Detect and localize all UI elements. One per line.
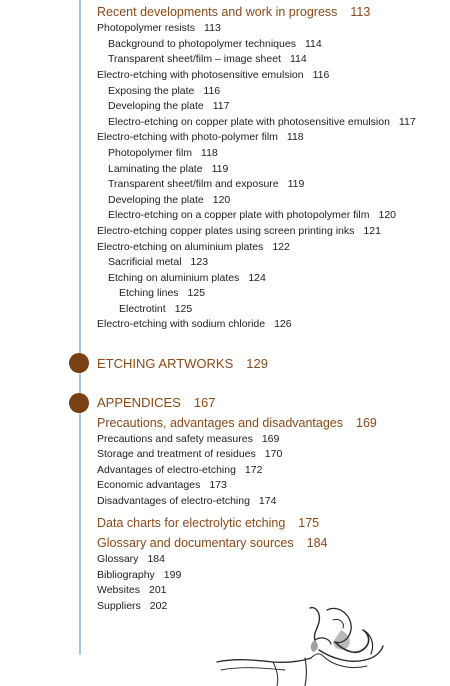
toc-entry[interactable]: Transparent sheet/film and exposure 119 bbox=[108, 178, 305, 190]
toc-entry[interactable]: Photopolymer resists 113 bbox=[97, 22, 221, 34]
toc-section-appendices[interactable]: APPENDICES 167 bbox=[97, 395, 216, 410]
toc-heading-glossary-sources[interactable]: Glossary and documentary sources 184 bbox=[97, 536, 328, 550]
toc-entry[interactable]: Sacrificial metal 123 bbox=[108, 256, 209, 268]
toc-entry[interactable]: Economic advantages 173 bbox=[97, 479, 227, 491]
toc-entry[interactable]: Bibliography 199 bbox=[97, 569, 182, 581]
section-bullet-etching-artworks bbox=[69, 353, 89, 373]
vertical-rule bbox=[79, 0, 81, 655]
toc-entry[interactable]: Electro-etching on copper plate with photosensitive emulsion 117 bbox=[108, 116, 416, 128]
toc-entry[interactable]: Electro-etching with photosensitive emulsion 116 bbox=[97, 69, 330, 81]
section-bullet-appendices bbox=[69, 393, 89, 413]
toc-entry[interactable]: Transparent sheet/film – image sheet 114 bbox=[108, 53, 307, 65]
toc-entry[interactable]: Advantages of electro-etching 172 bbox=[97, 464, 263, 476]
sketch-illustration bbox=[215, 600, 390, 686]
toc-entry[interactable]: Exposing the plate 116 bbox=[108, 85, 221, 97]
toc-entry[interactable]: Electro-etching with sodium chloride 126 bbox=[97, 318, 292, 330]
toc-entry[interactable]: Electro-etching copper plates using screen printing inks 121 bbox=[97, 225, 381, 237]
toc-entry[interactable]: Suppliers 202 bbox=[97, 600, 168, 612]
toc-entry[interactable]: Electro-etching on a copper plate with photopolymer film 120 bbox=[108, 209, 397, 221]
toc-entry[interactable]: Electro-etching on aluminium plates 122 bbox=[97, 241, 290, 253]
toc-entry[interactable]: Storage and treatment of residues 170 bbox=[97, 448, 283, 460]
toc-entry[interactable]: Glossary 184 bbox=[97, 553, 165, 565]
toc-entry[interactable]: Websites 201 bbox=[97, 584, 167, 596]
toc-heading-data-charts[interactable]: Data charts for electrolytic etching 175 bbox=[97, 516, 320, 530]
toc-entry[interactable]: Electro-etching with photo-polymer film 118 bbox=[97, 131, 304, 143]
toc-entry[interactable]: Etching lines 125 bbox=[119, 287, 206, 299]
toc-entry[interactable]: Background to photopolymer techniques 114 bbox=[108, 38, 322, 50]
toc-entry[interactable]: Electrotint 125 bbox=[119, 303, 193, 315]
toc-section-etching-artworks[interactable]: ETCHING ARTWORKS 129 bbox=[97, 356, 268, 371]
toc-heading-precautions[interactable]: Precautions, advantages and disadvantages 169 bbox=[97, 416, 377, 430]
toc-entry[interactable]: Precautions and safety measures 169 bbox=[97, 433, 280, 445]
toc-entry[interactable]: Developing the plate 120 bbox=[108, 194, 231, 206]
toc-entry[interactable]: Laminating the plate 119 bbox=[108, 163, 229, 175]
toc-entry[interactable]: Photopolymer film 118 bbox=[108, 147, 218, 159]
toc-entry[interactable]: Disadvantages of electro-etching 174 bbox=[97, 495, 277, 507]
toc-heading-recent-developments[interactable]: Recent developments and work in progress 113 bbox=[97, 5, 371, 19]
toc-entry[interactable]: Etching on aluminium plates 124 bbox=[108, 272, 266, 284]
toc-entry[interactable]: Developing the plate 117 bbox=[108, 100, 230, 112]
